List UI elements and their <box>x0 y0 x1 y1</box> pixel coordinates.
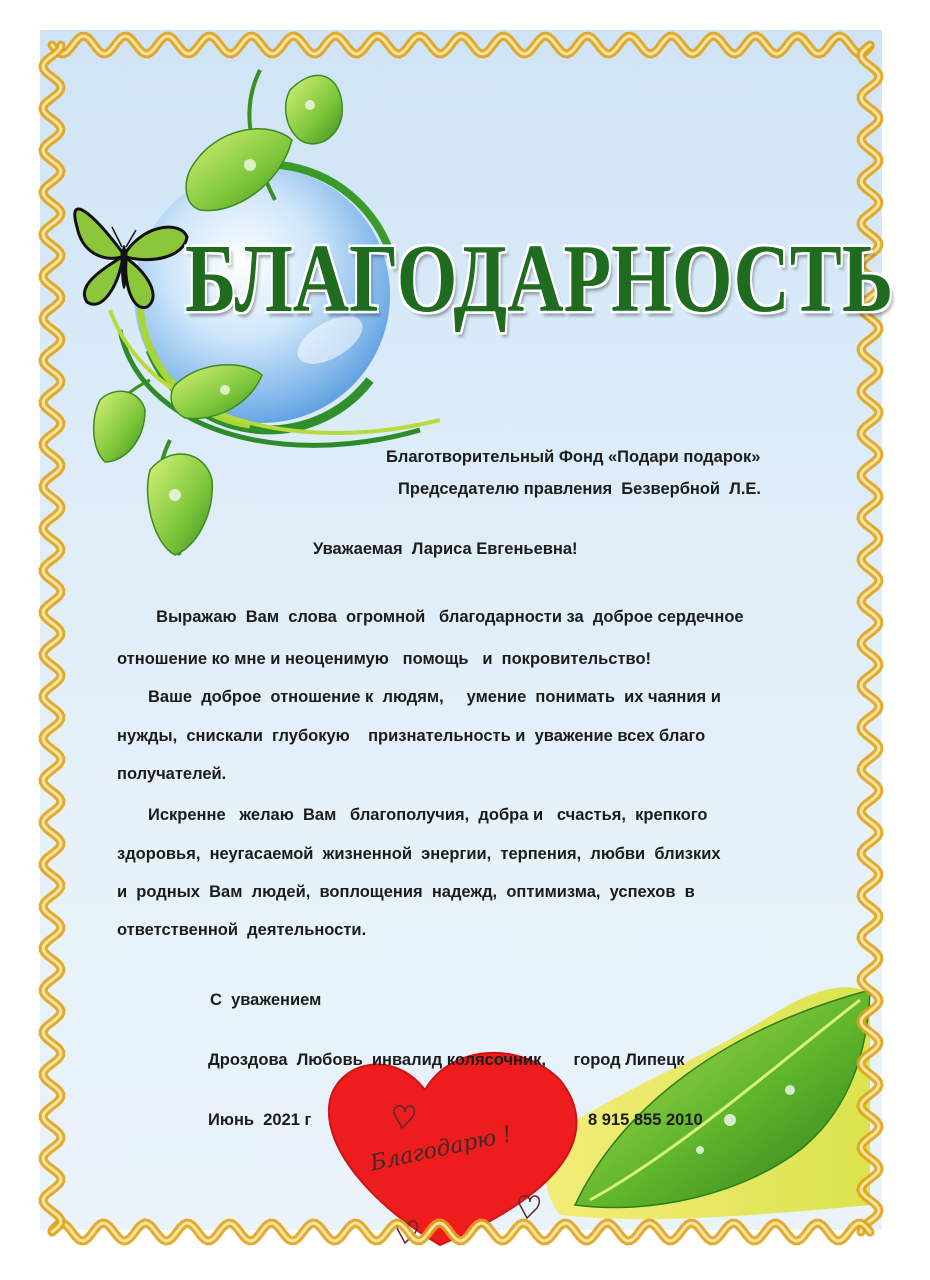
body-line-2: отношение ко мне и неоценимую помощь и покровительство! <box>117 650 652 668</box>
body-line-9: ответственной деятельности. <box>117 921 367 939</box>
greeting: Уважаемая Лариса Евгеньевна! <box>313 540 578 558</box>
closing: С уважением <box>210 991 322 1009</box>
certificate-title: БЛАГОДАРНОСТЬ <box>185 223 894 332</box>
handwritten-note: Благодарю ! <box>368 1122 515 1177</box>
body-line-6: Искренне желаю Вам благополучия, добра и счастья, крепкого <box>148 806 708 824</box>
phone: 8 915 855 2010 <box>588 1111 703 1129</box>
body-line-1: Выражаю Вам слова огромной благодарности за доброе сердечное <box>147 608 744 626</box>
body-line-3: Ваше доброе отношение к людям, умение понимать их чаяния и <box>148 688 721 706</box>
body-line-8: и родных Вам людей, воплощения надежд, оптимизма, успехов в <box>117 883 695 901</box>
recipient-line-1: Благотворительный Фонд «Подари подарок» <box>386 448 761 466</box>
body-line-4: нужды, снискали глубокую признательность и уважение всех благо <box>117 727 706 745</box>
date: Июнь 2021 г <box>208 1111 312 1129</box>
recipient-line-2: Председателю правления Безвербной Л.Е. <box>398 480 761 498</box>
body-line-7: здоровья, неугасаемой жизненной энергии, терпения, любви близких <box>117 845 721 863</box>
body-line-5: получателей. <box>117 765 227 783</box>
signature: Дроздова Любовь инвалид колясочник, город Липецк <box>208 1051 685 1069</box>
